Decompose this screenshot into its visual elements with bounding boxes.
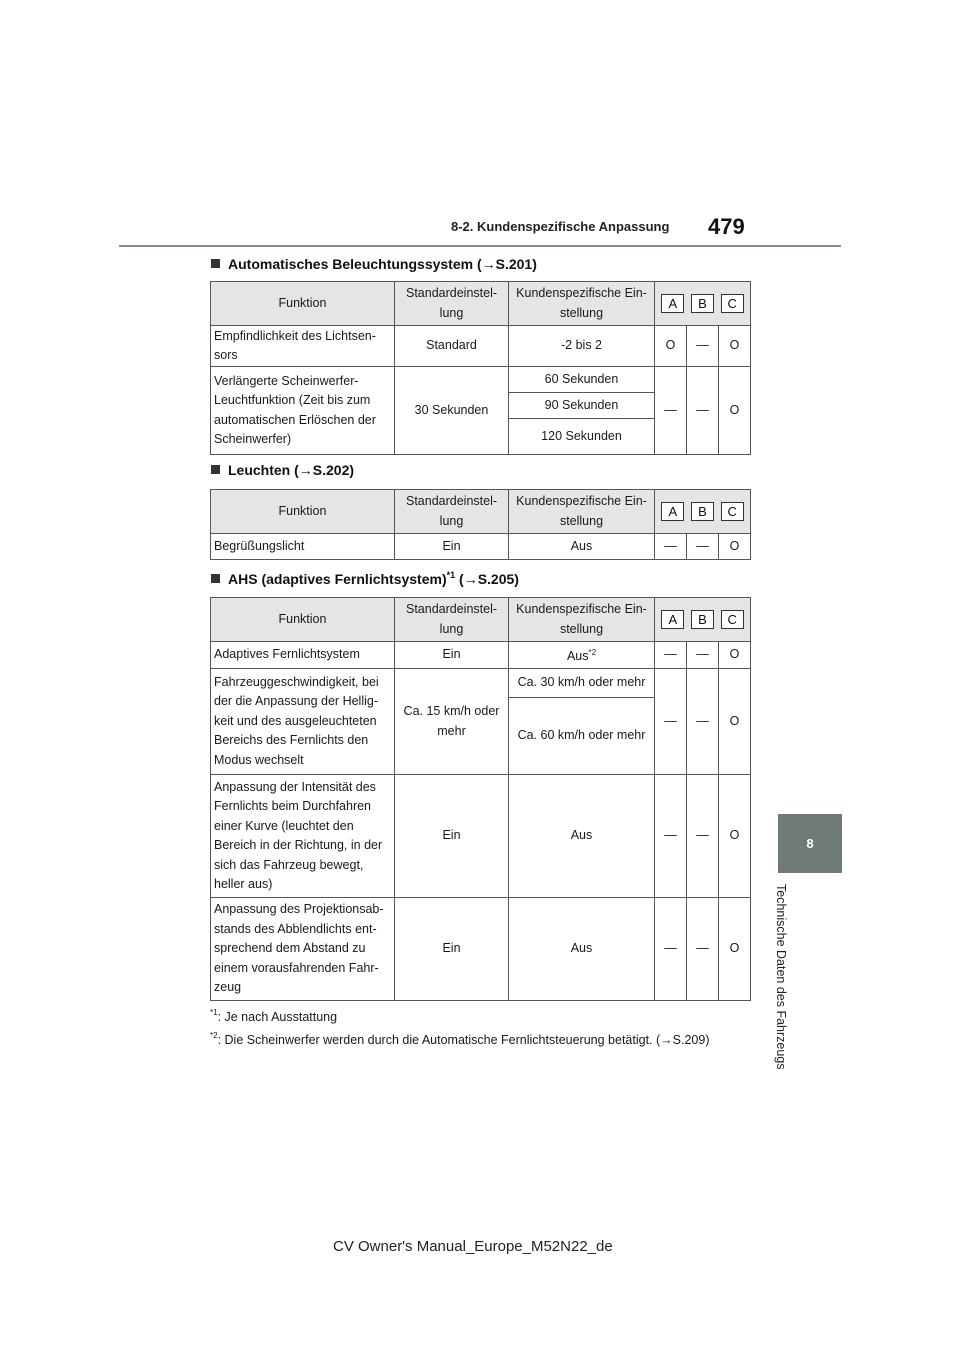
- table-header-row: [211, 490, 751, 534]
- cell-funktion: Begrüßungslicht: [211, 534, 395, 560]
- table-ahs: [210, 597, 751, 1001]
- cell-c: O: [719, 898, 751, 1001]
- cell-option: 120 Sekunden: [509, 419, 655, 455]
- section-title-text: AHS (adaptives Fernlichtsystem): [228, 571, 447, 587]
- cell-option: Aus: [509, 775, 655, 898]
- cell-funktion: Adaptives Fernlichtsystem: [211, 642, 395, 669]
- label-c: C: [721, 294, 744, 313]
- col-funktion: Funktion: [211, 282, 395, 326]
- chapter-title: Technische Daten des Fahrzeugs: [774, 884, 788, 1070]
- footnote-marker: *1: [210, 1008, 218, 1017]
- cell-standard: Standard: [395, 326, 509, 367]
- cell-b: —: [687, 898, 719, 1001]
- square-bullet-icon: [211, 465, 220, 474]
- footer-manual-id: CV Owner's Manual_Europe_M52N22_de: [333, 1238, 613, 1255]
- cell-funktion: Empfindlichkeit des Lichtsen- sors: [211, 326, 395, 367]
- cell-option: 60 Sekunden: [509, 367, 655, 393]
- col-funktion: Funktion: [211, 490, 395, 534]
- footnote-marker: *2: [588, 648, 597, 658]
- label-a: A: [661, 502, 684, 521]
- cell-option: Aus: [509, 898, 655, 1001]
- cell-standard: Ein: [395, 534, 509, 560]
- footnote-marker: *2: [210, 1031, 218, 1040]
- cell-c: O: [719, 775, 751, 898]
- cell-standard: 30 Sekunden: [395, 367, 509, 455]
- label-b: B: [691, 502, 714, 521]
- footnote-text: : Die Scheinwerfer werden durch die Automatische Fernlichtsteuerung betätigt. (→S.209): [217, 1033, 710, 1047]
- col-kunden: Kundenspezifische Ein- stellung: [509, 490, 655, 534]
- option-text: Aus: [566, 649, 589, 664]
- table-row: [211, 775, 751, 898]
- cell-a: —: [655, 898, 687, 1001]
- col-kunden: Kundenspezifische Ein- stellung: [509, 598, 655, 642]
- label-c: C: [721, 502, 744, 521]
- cell-a: O: [655, 326, 687, 367]
- cell-a: —: [655, 669, 687, 775]
- cell-option: Aus: [509, 534, 655, 560]
- cell-b: —: [687, 642, 719, 669]
- chapter-number: 8: [806, 836, 814, 851]
- cell-a: —: [655, 775, 687, 898]
- cell-funktion: Anpassung der Intensität des Fernlichts beim Durchfahren einer Kurve (leuchtet den Bereich in der Richtung, in der sich das Fahrzeug bewegt, heller aus): [211, 775, 395, 898]
- cell-c: O: [719, 326, 751, 367]
- cell-b: —: [687, 669, 719, 775]
- label-c: C: [721, 610, 744, 629]
- table-header-row: [211, 282, 751, 326]
- footnote-marker: *1: [446, 570, 456, 580]
- table-auto-lighting: [210, 281, 751, 455]
- col-abc: [655, 598, 751, 642]
- chapter-side-label: [774, 884, 804, 1089]
- cell-b: —: [687, 775, 719, 898]
- col-standard: Standardeinstel- lung: [395, 598, 509, 642]
- section-title-ahs: [211, 570, 519, 587]
- square-bullet-icon: [211, 574, 220, 583]
- cell-c: O: [719, 534, 751, 560]
- cell-standard: Ein: [395, 642, 509, 669]
- footnote-2: [210, 1031, 709, 1047]
- table-row: [211, 642, 751, 669]
- col-kunden: Kundenspezifische Ein- stellung: [509, 282, 655, 326]
- cell-standard: Ein: [395, 775, 509, 898]
- section-title-text: Automatisches Beleuchtungssystem (→S.201): [228, 256, 537, 272]
- label-b: B: [691, 294, 714, 313]
- cell-option: Ca. 30 km/h oder mehr: [509, 669, 655, 698]
- cell-funktion: Anpassung des Projektionsab- stands des Abblendlichts ent- sprechend dem Abstand zu einem vorausfahrenden Fahr- zeug: [211, 898, 395, 1001]
- cell-b: —: [687, 326, 719, 367]
- cell-b: —: [687, 367, 719, 455]
- section-title-lights: [211, 462, 354, 478]
- header-rule: [119, 245, 841, 247]
- label-b: B: [691, 610, 714, 629]
- table-row: [211, 326, 751, 367]
- cell-c: O: [719, 642, 751, 669]
- cell-option: -2 bis 2: [509, 326, 655, 367]
- page-number: 479: [708, 214, 745, 239]
- label-a: A: [661, 610, 684, 629]
- table-row: [211, 898, 751, 1001]
- section-title-text: Leuchten (→S.202): [228, 462, 355, 478]
- label-a: A: [661, 294, 684, 313]
- col-standard: Standardeinstel- lung: [395, 282, 509, 326]
- cell-c: O: [719, 367, 751, 455]
- cell-option: 90 Sekunden: [509, 393, 655, 419]
- cell-funktion: Verlängerte Scheinwerfer- Leuchtfunktion (Zeit bis zum automatischen Erlöschen der Scheinwerfer): [211, 367, 395, 455]
- cell-c: O: [719, 669, 751, 775]
- cell-b: —: [687, 534, 719, 560]
- cell-standard: Ein: [395, 898, 509, 1001]
- table-row: [211, 669, 751, 698]
- cell-funktion: Fahrzeuggeschwindigkeit, bei der die Anpassung der Hellig- keit und des ausgeleuchteten Bereichs des Fernlichts den Modus wechselt: [211, 669, 395, 775]
- cell-standard: Ca. 15 km/h oder mehr: [395, 669, 509, 775]
- section-title-auto-lighting: [211, 256, 537, 272]
- cell-a: —: [655, 367, 687, 455]
- table-row: [211, 534, 751, 560]
- cell-a: —: [655, 642, 687, 669]
- col-abc: [655, 282, 751, 326]
- footnote-1: [210, 1008, 337, 1024]
- table-lights: [210, 489, 751, 560]
- col-funktion: Funktion: [211, 598, 395, 642]
- section-heading: 8-2. Kundenspezifische Anpassung: [451, 219, 670, 234]
- chapter-tab[interactable]: [778, 814, 842, 873]
- col-abc: [655, 490, 751, 534]
- footnote-text: : Je nach Ausstattung: [217, 1010, 338, 1024]
- table-header-row: [211, 598, 751, 642]
- cell-option: [509, 642, 655, 669]
- col-standard: Standardeinstel- lung: [395, 490, 509, 534]
- cell-a: —: [655, 534, 687, 560]
- table-row: [211, 367, 751, 393]
- square-bullet-icon: [211, 259, 220, 268]
- section-title-ref: (→S.205): [455, 571, 519, 587]
- cell-option: Ca. 60 km/h oder mehr: [509, 698, 655, 775]
